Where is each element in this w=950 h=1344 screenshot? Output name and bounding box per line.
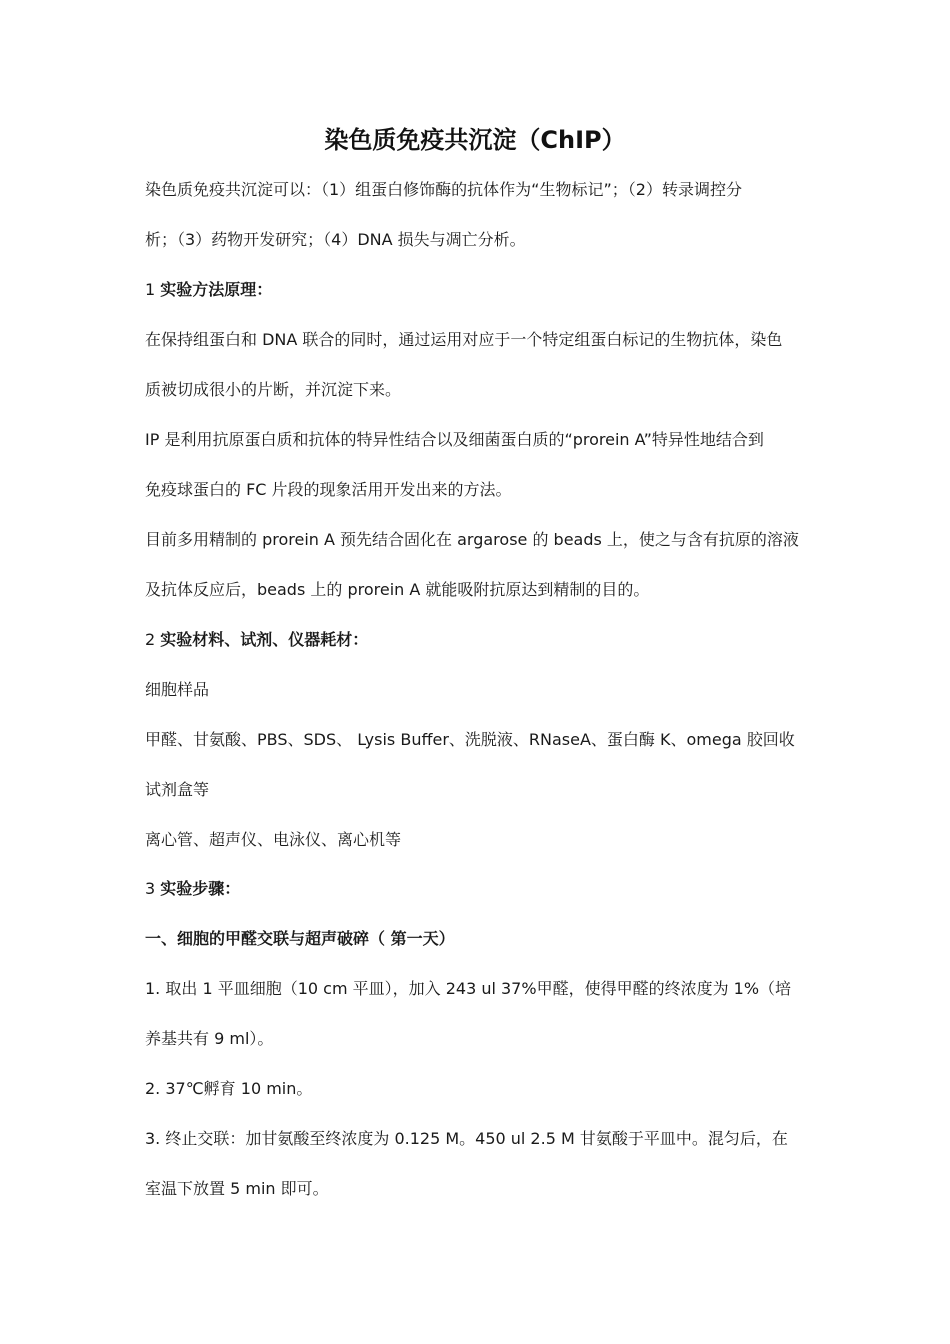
- step-3-line-1: 3. 终止交联：加甘氨酸至终浓度为 0.125 M。450 ul 2.5 M 甘氨酸于平皿中。混匀后，在: [145, 1129, 788, 1148]
- materials-line-3: 试剂盒等: [145, 780, 210, 799]
- section-number: 2: [145, 630, 161, 649]
- materials-line-2: 甲醛、甘氨酸、PBS、SDS、 Lysis Buffer、洗脱液、RNaseA、蛋白酶 K、omega 胶回收: [145, 730, 795, 749]
- intro-line-1: 染色质免疫共沉淀可以：（1）组蛋白修饰酶的抗体作为“生物标记”；（2）转录调控分: [145, 180, 742, 199]
- section-number: 1: [145, 280, 161, 299]
- step-3-line-2: 室温下放置 5 min 即可。: [145, 1179, 329, 1198]
- materials-line-1: 细胞样品: [145, 680, 210, 699]
- principle-line-2: 质被切成很小的片断，并沉淀下来。: [145, 380, 402, 399]
- principle-line-1: 在保持组蛋白和 DNA 联合的同时，通过运用对应于一个特定组蛋白标记的生物抗体，染色: [145, 330, 783, 349]
- step-2-line: 2. 37℃孵育 10 min。: [145, 1079, 313, 1098]
- section-title: 实验步骤：: [160, 879, 241, 898]
- principle-line-6: 及抗体反应后，beads 上的 prorein A 就能吸附抗原达到精制的目的。: [145, 580, 650, 599]
- section-heading-1: [145, 278, 810, 302]
- step-1-line-1: 1. 取出 1 平皿细胞（10 cm 平皿），加入 243 ul 37%甲醛，使得甲醛的终浓度为 1%（培: [145, 979, 792, 998]
- document-title: 染色质免疫共沉淀（ChIP）: [324, 126, 626, 154]
- principle-line-5: 目前多用精制的 prorein A 预先结合固化在 argarose 的 beads 上，使之与含有抗原的溶液: [145, 530, 799, 549]
- principle-line-3: IP 是利用抗原蛋白质和抗体的特异性结合以及细菌蛋白质的“prorein A”特异性地结合到: [145, 430, 764, 449]
- section-number: 3: [145, 879, 161, 898]
- section-heading-2: [145, 628, 810, 652]
- section-title: 实验方法原理：: [160, 280, 273, 299]
- intro-line-2: 析；（3）药物开发研究；（4）DNA 损失与凋亡分析。: [145, 230, 526, 249]
- principle-line-4: 免疫球蛋白的 FC 片段的现象活用开发出来的方法。: [145, 480, 512, 499]
- materials-line-4: 离心管、超声仪、电泳仪、离心机等: [145, 830, 402, 849]
- step-1-line-2: 养基共有 9 ml）。: [145, 1029, 274, 1048]
- section-title: 实验材料、试剂、仪器耗材：: [160, 630, 369, 649]
- subsection-heading: 一、细胞的甲醛交联与超声破碎（ 第一天）: [145, 929, 455, 948]
- section-heading-3: [145, 877, 810, 901]
